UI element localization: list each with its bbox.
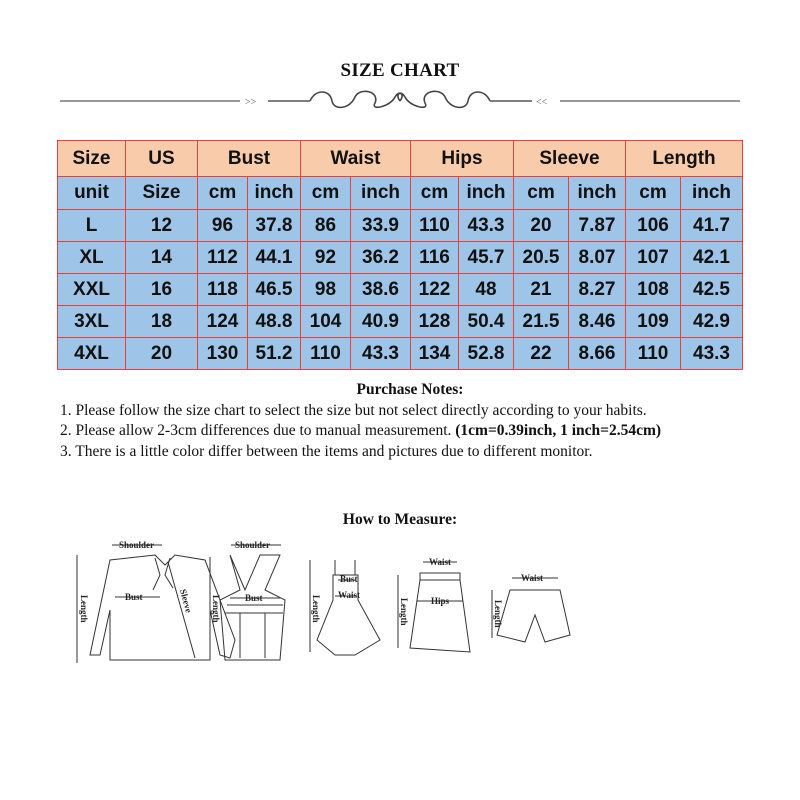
label-length: Length <box>493 600 503 628</box>
shorts-diagram <box>492 573 570 642</box>
subheader-cell: cm <box>411 177 459 210</box>
table-cell: 52.8 <box>459 338 514 370</box>
table-cell: 37.8 <box>248 210 301 242</box>
table-cell: 134 <box>411 338 459 370</box>
note-text: 1. Please follow the size chart to select the size but not select directly according to your habits. <box>60 401 647 419</box>
table-cell: 21 <box>514 274 569 306</box>
flourish-icon <box>310 91 490 107</box>
table-cell: 43.3 <box>459 210 514 242</box>
table-cell: 43.3 <box>681 338 743 370</box>
table-cell: 124 <box>198 306 248 338</box>
table-cell: 38.6 <box>351 274 411 306</box>
table-cell: 8.46 <box>569 306 626 338</box>
subheader-cell: inch <box>248 177 301 210</box>
subheader-cell: cm <box>198 177 248 210</box>
table-cell: 46.5 <box>248 274 301 306</box>
notes-heading: Purchase Notes: <box>356 381 464 398</box>
table-subheader-row <box>58 177 743 210</box>
header-cell: Sleeve <box>514 141 626 177</box>
table-cell: 106 <box>626 210 681 242</box>
label-shoulder: Shoulder <box>119 540 155 550</box>
label-bust: Bust <box>125 592 143 602</box>
subheader-cell: unit <box>58 177 126 210</box>
header-cell: Waist <box>301 141 411 177</box>
header-cell: Hips <box>411 141 514 177</box>
table-cell: 33.9 <box>351 210 411 242</box>
table-cell: XXL <box>58 274 126 306</box>
table-cell: 22 <box>514 338 569 370</box>
label-sleeve: Sleeve <box>178 587 194 614</box>
note-item <box>60 442 760 463</box>
table-cell: 98 <box>301 274 351 306</box>
label-shoulder: Shoulder <box>235 540 271 550</box>
page-title: SIZE CHART <box>340 60 460 81</box>
note-text: 3. There is a little color differ between the items and pictures due to different monitor. <box>60 442 593 460</box>
subheader-cell: inch <box>351 177 411 210</box>
table-cell: 104 <box>301 306 351 338</box>
table-cell: L <box>58 210 126 242</box>
header-cell: Size <box>58 141 126 177</box>
subheader-cell: inch <box>681 177 743 210</box>
tank-top-diagram <box>210 540 285 660</box>
table-cell: 50.4 <box>459 306 514 338</box>
table-cell: 108 <box>626 274 681 306</box>
table-cell: 112 <box>198 242 248 274</box>
table-cell: 20 <box>126 338 198 370</box>
table-cell: 3XL <box>58 306 126 338</box>
table-cell: 14 <box>126 242 198 274</box>
table-cell: 42.9 <box>681 306 743 338</box>
table-cell: XL <box>58 242 126 274</box>
table-cell: 20.5 <box>514 242 569 274</box>
skirt-diagram <box>398 557 470 652</box>
label-waist: Waist <box>521 573 544 583</box>
label-waist: Waist <box>338 590 361 600</box>
label-length: Length <box>79 595 89 623</box>
label-bust: Bust <box>245 593 263 603</box>
table-cell: 40.9 <box>351 306 411 338</box>
table-row <box>58 274 743 306</box>
table-row <box>58 242 743 274</box>
label-waist: Waist <box>429 557 452 567</box>
table-cell: 42.5 <box>681 274 743 306</box>
note-conversion: (1cm=0.39inch, 1 inch=2.54cm) <box>455 422 662 439</box>
header-cell: US <box>126 141 198 177</box>
table-cell: 20 <box>514 210 569 242</box>
table-cell: 96 <box>198 210 248 242</box>
header-cell: Length <box>626 141 743 177</box>
note-text: 2. Please allow 2-3cm differences due to manual measurement. <box>60 422 456 439</box>
table-cell: 42.1 <box>681 242 743 274</box>
purchase-notes <box>60 380 760 462</box>
note-item <box>60 401 760 422</box>
table-cell: 44.1 <box>248 242 301 274</box>
table-cell: 86 <box>301 210 351 242</box>
table-cell: 45.7 <box>459 242 514 274</box>
table-cell: 12 <box>126 210 198 242</box>
dress-diagram <box>310 560 380 655</box>
table-row <box>58 210 743 242</box>
table-cell: 118 <box>198 274 248 306</box>
table-cell: 107 <box>626 242 681 274</box>
table-cell: 7.87 <box>569 210 626 242</box>
table-cell: 130 <box>198 338 248 370</box>
table-cell: 43.3 <box>351 338 411 370</box>
divider-arrows-right: << <box>536 97 548 108</box>
subheader-cell: Size <box>126 177 198 210</box>
table-cell: 122 <box>411 274 459 306</box>
label-length: Length <box>211 595 221 623</box>
table-cell: 51.2 <box>248 338 301 370</box>
subheader-cell: inch <box>459 177 514 210</box>
size-table <box>57 140 743 370</box>
table-cell: 92 <box>301 242 351 274</box>
table-cell: 110 <box>301 338 351 370</box>
ornamental-divider <box>60 85 740 115</box>
table-cell: 4XL <box>58 338 126 370</box>
subheader-cell: cm <box>301 177 351 210</box>
table-cell: 110 <box>411 210 459 242</box>
table-cell: 109 <box>626 306 681 338</box>
label-hips: Hips <box>431 596 450 606</box>
note-item <box>60 421 760 442</box>
table-row <box>58 338 743 370</box>
subheader-cell: cm <box>514 177 569 210</box>
table-cell: 16 <box>126 274 198 306</box>
subheader-cell: cm <box>626 177 681 210</box>
table-row <box>58 306 743 338</box>
table-header-row <box>58 141 743 177</box>
divider-arrows-left: >> <box>245 97 257 108</box>
header-cell: Bust <box>198 141 301 177</box>
table-cell: 21.5 <box>514 306 569 338</box>
table-cell: 48.8 <box>248 306 301 338</box>
table-cell: 116 <box>411 242 459 274</box>
label-length: Length <box>399 598 409 626</box>
table-cell: 8.66 <box>569 338 626 370</box>
table-cell: 110 <box>626 338 681 370</box>
table-cell: 36.2 <box>351 242 411 274</box>
table-cell: 48 <box>459 274 514 306</box>
label-bust: Bust <box>340 574 358 584</box>
measurement-diagrams <box>55 530 755 680</box>
label-length: Length <box>311 595 321 623</box>
subheader-cell: inch <box>569 177 626 210</box>
table-cell: 8.27 <box>569 274 626 306</box>
table-cell: 18 <box>126 306 198 338</box>
table-cell: 128 <box>411 306 459 338</box>
measure-heading: How to Measure: <box>342 511 458 528</box>
table-cell: 41.7 <box>681 210 743 242</box>
table-cell: 8.07 <box>569 242 626 274</box>
